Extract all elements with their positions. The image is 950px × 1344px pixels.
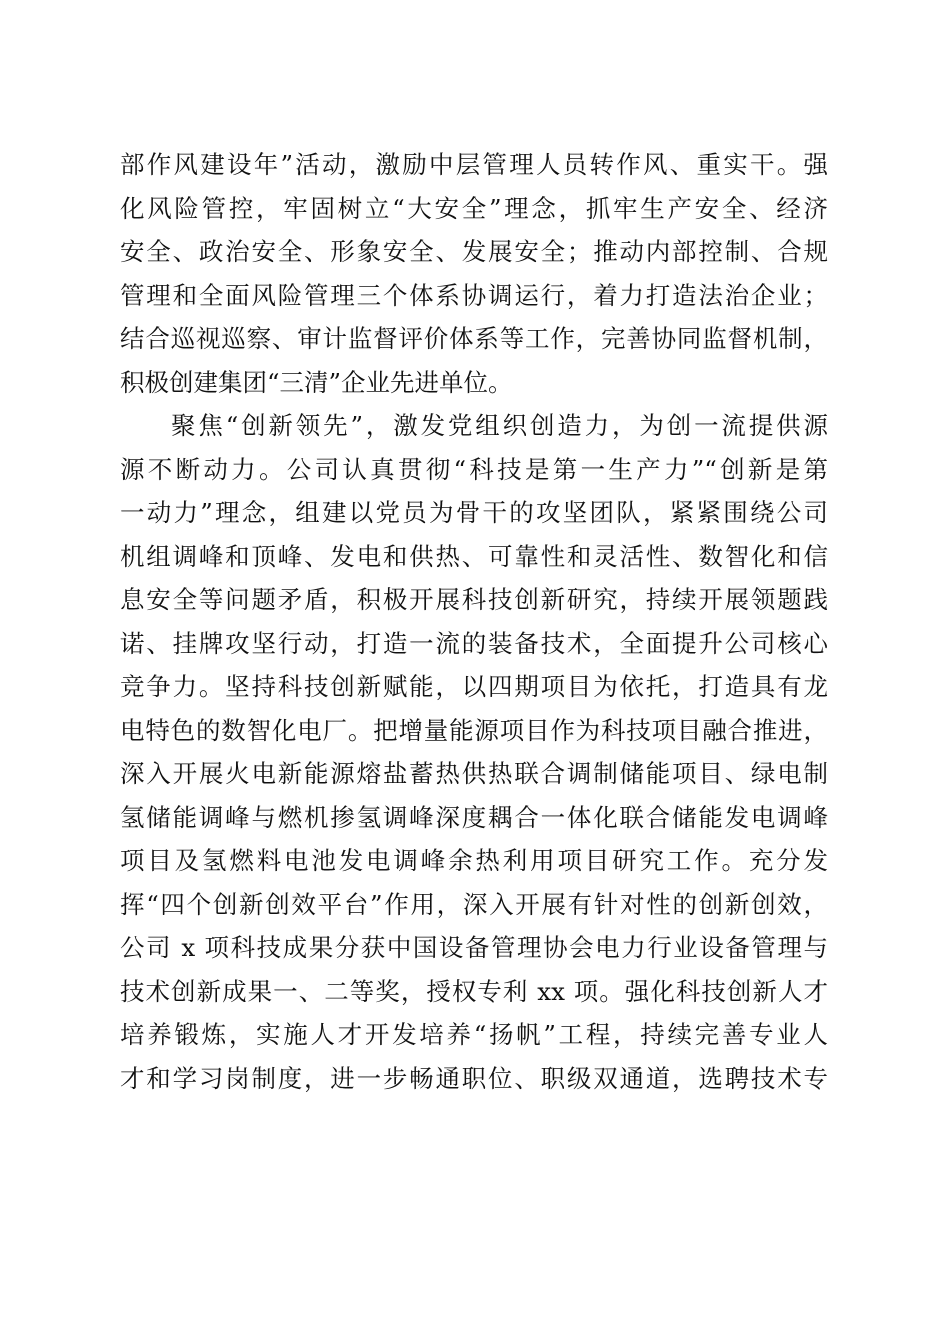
paragraph-line: 诺、挂牌攻坚行动，打造一流的装备技术，全面提升公司核心	[120, 628, 828, 658]
paragraph-line: 化风险管控，牢固树立“大安全”理念，抓牢生产安全、经济	[120, 193, 828, 223]
paragraph-line: 培养锻炼，实施人才开发培养“扬帆”工程，持续完善专业人	[120, 1020, 828, 1049]
paragraph-line: 管理和全面风险管理三个体系协调运行，着力打造法治企业；	[120, 280, 828, 310]
paragraph-line: 积极创建集团“三清”企业先进单位。	[120, 367, 513, 397]
paragraph-line: 公司 x 项科技成果分获中国设备管理协会电力行业设备管理与	[120, 933, 828, 962]
paragraph-line: 深入开展火电新能源熔盐蓄热供热联合调制储能项目、绿电制	[120, 759, 828, 788]
paragraph-line: 息安全等问题矛盾，积极开展科技创新研究，持续开展领题践	[120, 585, 828, 614]
paragraph-line: 竞争力。坚持科技创新赋能，以四期项目为依托，打造具有龙	[120, 672, 828, 701]
paragraph-line: 结合巡视巡察、审计监督评价体系等工作，完善协同监督机制，	[120, 324, 828, 353]
paragraph-line: 聚焦“创新领先”，激发党组织创造力，为创一流提供源	[171, 411, 828, 440]
paragraph-line: 才和学习岗制度，进一步畅通职位、职级双通道，选聘技术专	[120, 1063, 828, 1093]
paragraph-line: 机组调峰和顶峰、发电和供热、可靠性和灵活性、数智化和信	[120, 541, 828, 571]
paragraph-line: 氢储能调峰与燃机掺氢调峰深度耦合一体化联合储能发电调峰	[120, 802, 828, 832]
paragraph-line: 部作风建设年”活动，激励中层管理人员转作风、重实干。强	[120, 150, 828, 179]
paragraph-line: 安全、政治安全、形象安全、发展安全；推动内部控制、合规	[120, 237, 828, 266]
paragraph-line: 一动力”理念，组建以党员为骨干的攻坚团队，紧紧围绕公司	[120, 498, 828, 527]
paragraph-line: 源不断动力。公司认真贯彻“科技是第一生产力”“创新是第	[120, 454, 828, 484]
paragraph-line: 项目及氢燃料电池发电调峰余热利用项目研究工作。充分发	[120, 846, 828, 875]
paragraph-line: 挥“四个创新创效平台”作用，深入开展有针对性的创新创效，	[120, 889, 828, 919]
paragraph-line: 电特色的数智化电厂。把增量能源项目作为科技项目融合推进，	[120, 715, 828, 745]
document-body	[120, 143, 828, 1100]
paragraph-line: 技术创新成果一、二等奖，授权专利 xx 项。强化科技创新人才	[120, 976, 828, 1006]
